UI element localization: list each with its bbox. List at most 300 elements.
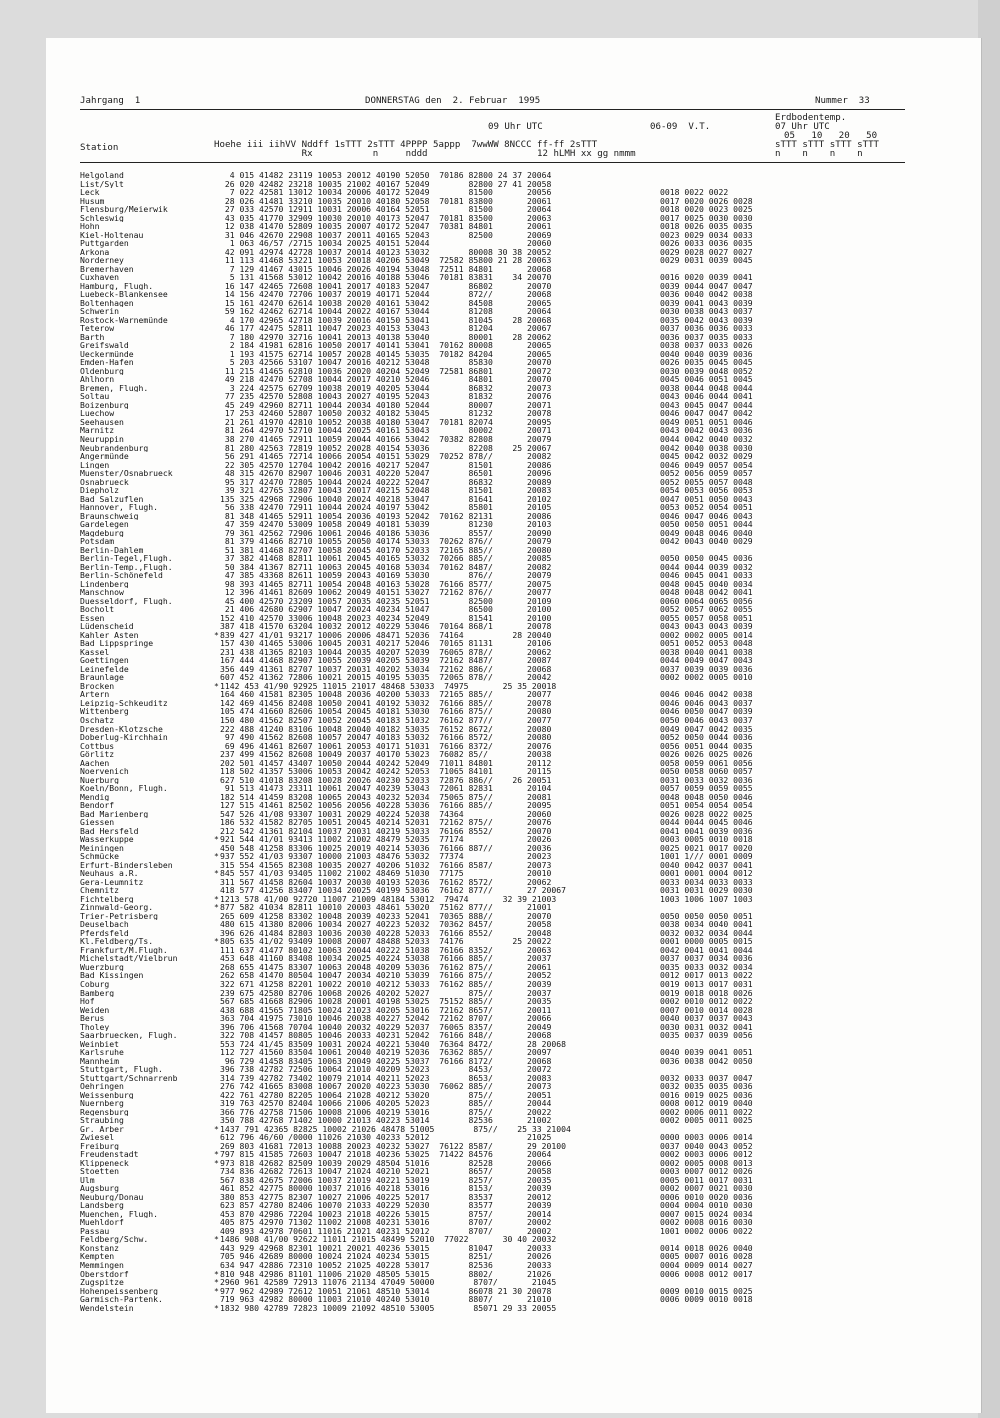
mountain-marker: * — [214, 1268, 219, 1279]
station-column-header: Station — [80, 143, 119, 153]
soil-temperatures: 0049 0048 0046 0040 — [660, 527, 753, 538]
station-name: Konstanz — [80, 1243, 119, 1253]
synop-values: 438 688 41565 71805 10024 21023 40205 53016 72162 8657/ 20011 — [220, 1004, 552, 1015]
soil-temperatures: 0008 0012 0019 0040 — [660, 1098, 753, 1109]
synop-values: 49 218 42470 52708 10044 20017 40210 52046 84801 20070 — [220, 374, 552, 385]
synop-values: 634 947 42886 72310 10052 21025 40228 53017 82536 20033 — [220, 1260, 552, 1270]
mountain-marker: * — [214, 1277, 219, 1288]
station-name: Saarbruecken, Flugh. — [80, 1031, 178, 1040]
synop-values: 1 193 41575 62714 10057 20028 40145 53035 70182 84204 20065 — [220, 348, 552, 359]
synop-values: 311 567 41458 82604 10037 20030 40193 52036 76162 8572/ 20062 — [220, 876, 552, 887]
synop-values: 7 129 41467 43015 10046 20026 40194 53048 72511 84801 20068 — [220, 263, 552, 274]
synop-values: 182 514 41459 83208 10065 20043 40232 52034 75065 875// 20081 — [220, 791, 552, 802]
station-name: Kempten — [80, 1252, 115, 1261]
soil-temperatures: 0002 0007 0021 0030 — [660, 1183, 753, 1194]
station-name: Wasserkuppe — [80, 835, 134, 844]
soil-temperatures: 0049 0051 0051 0046 — [660, 416, 753, 427]
station-name: Berus — [80, 1014, 105, 1023]
soil-temperatures: 0016 0020 0039 0041 — [660, 272, 753, 283]
soil-temperatures: 0007 0010 0014 0028 — [660, 1004, 753, 1015]
station-name: Potsdam — [80, 537, 115, 546]
station-name: Hamburg, Flugh. — [80, 281, 154, 291]
synop-values: 95 317 42470 72805 10044 20024 40222 52047 86832 20089 — [220, 476, 552, 487]
soil-temperatures: 0018 0022 0022 — [660, 187, 729, 198]
synop-values: 91 513 41473 23311 10061 20047 40239 53043 72061 82831 20104 — [220, 783, 552, 794]
station-name: Soltau — [80, 392, 110, 401]
soil-temperatures: 0030 0031 0032 0041 — [660, 1021, 753, 1032]
station-name: Hof — [80, 997, 95, 1006]
soil-temperatures — [660, 171, 810, 180]
soil-temperatures: 0046 0050 0047 0039 — [660, 706, 753, 717]
station-name: Flensburg/Meierwik — [80, 205, 168, 214]
soil-temperatures: 0019 0018 0018 0026 — [660, 987, 753, 998]
soil-temperatures: 0023 0029 0034 0033 — [660, 229, 753, 240]
station-name: Weissenburg — [80, 1090, 134, 1100]
station-name: Wittenberg — [80, 707, 129, 716]
station-name: Gr. Arber — [80, 1124, 124, 1134]
mountain-marker: * — [214, 1302, 219, 1313]
synop-values: 2 184 41981 62816 10050 20017 40141 53041 70162 80008 20065 — [220, 340, 552, 351]
soil-temperatures: 0044 0044 0039 0032 — [660, 561, 753, 572]
synop-values: 973 818 42682 82509 10039 20029 48504 51016 82528 20066 — [220, 1157, 552, 1168]
station-name: Rostock-Warnemünde — [80, 315, 168, 325]
soil-temperatures: 0048 0048 0042 0041 — [660, 587, 753, 598]
station-name: Lindenberg — [80, 579, 129, 589]
soil-temperatures: 0045 0046 0051 0045 — [660, 374, 753, 385]
soil-temperatures: 0045 0042 0032 0029 — [660, 451, 753, 462]
station-name: Frankfurt/M.Flugh. — [80, 945, 168, 955]
soil-temperatures: 0032 0032 0034 0044 — [660, 927, 753, 938]
synop-values: 27 033 42570 12911 10031 20006 40164 52051 81500 20064 — [220, 204, 552, 215]
mountain-marker: * — [214, 902, 219, 913]
soil-temperatures: 0002 0003 0006 0012 — [660, 1149, 753, 1160]
synop-values: 45 249 42960 82711 10044 20034 40180 52044 80007 20071 — [220, 399, 552, 410]
synop-values: 7 180 42970 32716 10041 20013 40138 53040 80001 28 20062 — [220, 331, 552, 342]
synop-values: 314 739 42782 73402 10079 21014 40211 52023 8653/ 20083 — [220, 1072, 552, 1083]
station-name: List/Sylt — [80, 179, 124, 189]
synop-values: 231 438 41365 82103 10044 20035 40207 52039 76065 878// 20062 — [220, 646, 552, 657]
soil-temperatures: 0043 0046 0044 0041 — [660, 391, 753, 402]
soil-temperatures: 0046 0046 0043 0037 — [660, 697, 753, 708]
soil-temperatures: 0047 0051 0050 0043 — [660, 493, 753, 504]
station-name: Klippeneck — [80, 1158, 129, 1168]
station-name: Trier-Petrisberg — [80, 911, 158, 921]
station-name: Freiburg — [80, 1141, 119, 1151]
soil-temperatures: 0043 0043 0043 0039 — [660, 621, 753, 632]
synop-values: 443 929 42968 82301 10021 20021 40236 53015 81047 20033 — [220, 1242, 552, 1253]
station-name: Nuerburg — [80, 775, 119, 785]
synop-values: 4 015 41482 23119 10053 20012 40190 52050 70186 82800 24 37 20064 — [220, 170, 552, 180]
synop-values: 1832 980 42789 72823 10009 21092 48510 53005 85071 29 33 20055 — [220, 1302, 557, 1313]
soil-temperatures: 0057 0059 0059 0055 — [660, 783, 753, 794]
soil-temperatures: 0018 0020 0023 0025 — [660, 204, 753, 215]
station-name: Bad Salzuflen — [80, 494, 144, 504]
synop-values: 839 427 41/01 93217 10006 20006 48471 52036 74164 28 20040 — [220, 629, 552, 640]
synop-values: 396 706 41568 70704 10040 20032 40229 52037 76065 8357/ 20049 — [220, 1021, 552, 1032]
synop-values: 167 444 41468 82907 10055 20039 40205 53039 72162 8487/ 20087 — [220, 655, 552, 666]
date-heading: DONNERSTAG den 2. Februar 1995 — [365, 96, 541, 106]
soil-temperatures: 0037 0039 0039 0036 — [660, 663, 753, 674]
station-name: Chemnitz — [80, 886, 119, 895]
soil-temperatures: 0039 0044 0047 0047 — [660, 280, 753, 291]
soil-temperatures: 0006 0009 0010 0018 — [660, 1294, 753, 1305]
synop-values: 118 502 41357 53006 10053 20042 40242 52053 71065 84101 20115 — [220, 766, 552, 777]
soil-temperatures: 0040 0039 0041 0051 — [660, 1047, 753, 1058]
station-name: Deuselbach — [80, 920, 129, 929]
synop-values: 921 544 41/01 93413 11002 21002 48479 52035 77174 20026 — [220, 834, 552, 845]
soil-temperatures: 0049 0047 0042 0035 — [660, 723, 753, 734]
synop-values: 422 761 42780 82205 10064 21028 40212 53020 875// 20051 — [220, 1089, 552, 1100]
soil-temperatures: 0030 0039 0048 0052 — [660, 365, 753, 376]
synop-values: 350 788 42768 71402 10000 21013 40223 53014 82536 21002 — [220, 1115, 552, 1126]
columns-rule — [80, 162, 905, 163]
synop-values: 79 361 42562 72906 10061 20046 40186 53036 8557/ 20090 — [220, 527, 552, 538]
synop-values: 26 020 42482 23218 10035 21002 40167 52049 82800 27 41 20058 — [220, 178, 552, 189]
synop-values: 135 325 42968 72906 10040 20024 40218 53047 81641 20102 — [220, 493, 552, 504]
soil-temperatures: 0038 0034 0040 0041 — [660, 919, 753, 930]
station-name: Oberstdorf — [80, 1269, 129, 1279]
soil-temperatures: 0002 0008 0016 0030 — [660, 1217, 753, 1228]
soil-temperatures: 0017 0025 0030 0030 — [660, 212, 753, 223]
synop-values: 186 532 41582 82705 10051 20045 40214 52031 72162 875// 20076 — [220, 817, 552, 828]
synop-values: 150 480 41562 82507 10052 20045 40183 51032 76162 877// 20077 — [220, 715, 552, 725]
main-columns-header: Hoehe iii iihVV Nddff 1sTTT 2sTTT 4PPPP 5appp 7wwWW 8NCCC ff-ff 2sTTT — [214, 140, 598, 150]
station-name: Regensburg — [80, 1107, 129, 1117]
synop-values: 127 515 41461 82502 10056 20056 40228 53036 76166 885// 20095 — [220, 800, 552, 811]
synop-values: 45 400 42570 23209 10057 20035 40235 52051 82500 20109 — [220, 595, 552, 606]
soil-temperatures: 0038 0040 0041 0038 — [660, 646, 753, 657]
synop-values: 96 729 41458 83405 10063 20049 40225 53037 76166 8172/ 20068 — [220, 1055, 552, 1066]
synop-values: 356 449 41361 82707 10037 20031 40202 53034 72162 886// 20068 — [220, 663, 552, 674]
station-name: Leipzig-Schkeuditz — [80, 698, 168, 708]
synop-values: 315 554 41565 82308 10035 20027 40206 51032 76166 8587/ 20073 — [220, 859, 552, 870]
synop-values: 418 577 41256 83407 10034 20025 40199 53036 76162 877// 27 20067 — [220, 885, 566, 896]
soil-temperatures: 0046 0045 0041 0033 — [660, 570, 753, 581]
station-name: Puttgarden — [80, 239, 129, 248]
station-name: Leck — [80, 188, 100, 197]
header-rule — [80, 109, 905, 110]
station-name: Wendelstein — [80, 1303, 134, 1313]
station-name: Lingen — [80, 460, 110, 470]
station-name: Dresden-Klotzsche — [80, 724, 163, 734]
station-name: Stuttgart, Flugh. — [80, 1065, 163, 1074]
soil-temperatures: 0052 0050 0044 0036 — [660, 732, 753, 743]
synop-values: 16 147 42465 72608 10041 20017 40183 52047 86802 20070 — [220, 280, 552, 291]
station-name: Bad Marienberg — [80, 809, 149, 819]
soil-temperatures: 0007 0015 0024 0034 — [660, 1208, 753, 1219]
station-name: Noervenich — [80, 767, 129, 776]
soil-temperatures: 0050 0050 0050 0051 — [660, 910, 753, 921]
station-name: Helgoland — [80, 171, 124, 180]
station-name: Essen — [80, 613, 105, 623]
synop-values: 111 637 41477 80102 10063 20044 40222 51038 76166 8352/ 20063 — [220, 944, 552, 955]
soil-temperatures: 0052 0056 0059 0057 — [660, 468, 753, 479]
station-name: Kiel-Holtenau — [80, 230, 144, 240]
soil-temperatures: 0044 0044 0045 0046 — [660, 817, 753, 828]
synop-values: 17 253 42460 52807 10050 20032 40182 53045 81232 20078 — [220, 408, 552, 419]
station-name: Gardelegen — [80, 520, 129, 529]
station-name: Lüdenscheid — [80, 622, 134, 631]
station-name: Berlin-Schönefeld — [80, 571, 163, 580]
synop-values: 810 948 42986 81101 11006 21020 48505 53015 8802/ 21026 — [220, 1268, 552, 1279]
station-name: Cuxhaven — [80, 273, 119, 282]
synop-values: 7 022 42581 13012 10034 20006 40172 52049 81500 20056 — [220, 187, 552, 198]
soil-temperatures: 0035 0033 0032 0034 — [660, 961, 753, 972]
time-06-09: 06-09 V.T. — [650, 122, 711, 132]
station-name: Barth — [80, 332, 105, 342]
soil-temperatures: 0033 0034 0033 0033 — [660, 876, 753, 887]
mountain-marker: * — [214, 1149, 219, 1160]
soil-temperatures: 0051 0054 0054 0054 — [660, 800, 753, 811]
soil-temperatures: 0050 0050 0051 0044 — [660, 519, 753, 530]
station-name: Zugspitze — [80, 1278, 124, 1287]
station-name: Muehldorf — [80, 1218, 124, 1227]
mountain-marker: * — [214, 1157, 219, 1168]
jahrgang: Jahrgang 1 — [80, 96, 141, 106]
synop-values: 14 156 42470 72706 10037 20019 40171 52044 872// 20068 — [220, 289, 552, 300]
synop-values: 47 359 42470 53009 10058 20049 40181 53039 81230 20103 — [220, 519, 552, 530]
synop-values: 56 291 41465 72714 10066 20054 40151 53029 70252 878// 20082 — [220, 451, 552, 462]
soil-temperatures: 0014 0018 0026 0040 — [660, 1242, 753, 1253]
soil-depths: 05 10 20 50 — [784, 131, 878, 141]
soil-temperatures: 0001 0000 0005 0015 — [660, 936, 753, 947]
station-name: Ueckermünde — [80, 349, 134, 359]
station-name: Feldberg/Schw. — [80, 1235, 149, 1244]
station-name: Cottbus — [80, 741, 115, 751]
station-name: Coburg — [80, 979, 110, 989]
station-name: Augsburg — [80, 1184, 119, 1193]
station-name: Kahler Asten — [80, 630, 139, 640]
synop-values: 5 203 42566 53107 10047 20016 40212 53048 85830 20070 — [220, 357, 552, 368]
soil-temperatures: 0039 0041 0043 0039 — [660, 297, 753, 308]
synop-values: 607 452 41362 72806 10021 20015 40195 53035 72065 878// 20042 — [220, 672, 552, 683]
soil-temperatures: 0056 0051 0044 0035 — [660, 740, 753, 751]
soil-temperatures: 0026 0035 0045 0045 — [660, 357, 753, 368]
soil-temperatures: 0046 0049 0057 0054 — [660, 459, 753, 470]
mountain-marker: * — [214, 893, 219, 904]
mountain-marker: * — [214, 629, 219, 640]
synop-values: 461 852 42775 80000 10037 21016 40218 53016 8153/ 20039 — [220, 1183, 552, 1194]
synop-values: 15 161 42470 62614 10038 20020 40161 53042 84508 20065 — [220, 297, 552, 308]
station-name: Weinbiet — [80, 1039, 119, 1049]
synop-values: 276 742 41665 83008 10067 20020 40223 53030 76062 885// 20073 — [220, 1081, 552, 1092]
synop-values: 22 305 42570 12704 10042 20016 40217 52047 81501 20086 — [220, 459, 552, 470]
soil-temperatures: 0000 0003 0006 0014 — [660, 1132, 753, 1143]
synop-values: 28 026 41481 33210 10035 20010 40180 52058 70181 83800 20061 — [220, 195, 552, 206]
synop-values: 977 962 42989 72612 10051 21061 48510 53014 86078 21 30 20078 — [220, 1285, 552, 1296]
station-name: Muenchen, Flugh. — [80, 1209, 158, 1219]
station-name: Aachen — [80, 758, 110, 768]
synop-values: 797 815 41585 72603 10047 21018 40236 53025 71422 84576 20064 — [220, 1149, 552, 1160]
synop-values: 322 708 41457 80805 10046 20033 40231 52042 76166 848// 20068 — [220, 1030, 552, 1041]
station-name: Seehausen — [80, 417, 124, 427]
synop-values: 269 803 41681 72013 10088 20023 40232 53027 76122 8587/ 29 20100 — [220, 1140, 566, 1151]
soil-temperatures: 0042 0041 0041 0044 — [660, 944, 753, 955]
station-name: Bremen, Flugh. — [80, 383, 149, 393]
synop-values: 11 113 41468 53221 10053 20018 40206 53049 72582 85800 21 28 20063 — [220, 255, 552, 266]
mountain-marker: * — [214, 868, 219, 879]
synop-values: 396 738 42782 72506 10064 21010 40209 52023 8453/ 20072 — [220, 1064, 552, 1075]
soil-temperatures: 0031 0031 0029 0030 — [660, 885, 753, 896]
soil-temperatures: 0037 0040 0043 0052 — [660, 1140, 753, 1151]
soil-temperatures: 0025 0021 0017 0020 — [660, 842, 753, 853]
soil-temperatures: 0002 0005 0011 0025 — [660, 1115, 753, 1126]
synop-values: 1486 908 41/00 92622 11011 21015 48499 52010 77022 30 40 20032 — [220, 1234, 557, 1245]
soil-temp-title: Erdbodentemp. — [775, 113, 847, 123]
station-name: Boizenburg — [80, 400, 129, 410]
station-name: Mannheim — [80, 1056, 119, 1066]
synop-values: 81 348 41465 52911 10054 20036 40193 52042 70162 82131 20086 — [220, 510, 552, 521]
station-name: Neuruppin — [80, 434, 124, 444]
synop-values: 105 474 41660 82606 10054 20045 40181 53030 76166 875// 20080 — [220, 706, 552, 717]
synop-table — [80, 171, 810, 1312]
soil-temperatures: 0042 0040 0038 0030 — [660, 442, 753, 453]
station-name: Bad Hersfeld — [80, 826, 139, 836]
station-name: Manschnow — [80, 588, 124, 597]
station-name: Bremerhaven — [80, 264, 134, 274]
soil-temperatures: 0031 0033 0032 0036 — [660, 774, 753, 785]
soil-temperatures: 0018 0026 0035 0035 — [660, 221, 753, 232]
soil-temperatures: 1001 1/// 0001 0009 — [660, 851, 753, 862]
synop-values: 1142 453 41/90 92925 11015 21017 48468 53033 74975 25 35 20018 — [220, 680, 557, 691]
synop-values: 98 393 41465 82711 10054 20048 40163 53028 76166 8577/ 20075 — [220, 578, 552, 589]
soil-temperatures — [660, 1304, 810, 1313]
station-name: Oldenburg — [80, 366, 124, 376]
synop-values: 627 510 41018 83208 10028 20026 40230 52033 72876 886// 26 20051 — [220, 774, 552, 785]
soil-temperatures: 0002 0002 0005 0010 — [660, 672, 753, 683]
soil-temperatures: 0002 0010 0012 0022 — [660, 996, 753, 1007]
soil-temperatures: 0005 0007 0016 0028 — [660, 1251, 753, 1262]
station-name: Marnitz — [80, 426, 115, 435]
soil-temperatures: 0003 0007 0012 0026 — [660, 1166, 753, 1177]
station-name: Bad Lippspringe — [80, 639, 154, 648]
synop-values: 51 381 41468 82707 10058 20045 40170 52033 72165 885// 20080 — [220, 544, 552, 555]
station-name: Goettingen — [80, 656, 129, 665]
soil-temperatures: 0037 0036 0036 0033 — [660, 323, 753, 334]
soil-temperatures: 0044 0049 0047 0043 — [660, 655, 753, 666]
synop-values: 380 853 42775 82307 10027 21006 40225 52017 83537 20012 — [220, 1191, 552, 1202]
station-name: Bad Kissingen — [80, 971, 144, 980]
synop-values: 12 038 41470 52809 10035 20007 40172 52047 70381 84801 20061 — [220, 221, 552, 232]
soil-temperatures: 0048 0048 0050 0046 — [660, 791, 753, 802]
station-name: Bendorf — [80, 801, 115, 810]
soil-temperatures: 0026 0033 0036 0035 — [660, 238, 753, 249]
soil-temperatures: 0029 0028 0027 0027 — [660, 246, 753, 257]
station-name: Erfurt-Bindersleben — [80, 860, 173, 870]
soil-temperatures: 0041 0041 0039 0036 — [660, 825, 753, 836]
station-name: Schmücke — [80, 852, 119, 861]
soil-temperatures: 0048 0045 0040 0034 — [660, 578, 753, 589]
station-name: Luebeck-Blankensee — [80, 290, 168, 299]
synop-values: 268 655 41475 83307 10063 20048 40209 53036 76162 875// 20061 — [220, 961, 552, 972]
soil-temperatures: 0026 0028 0022 0025 — [660, 808, 753, 819]
soil-columns-subheader: n n n n — [775, 149, 863, 159]
station-name: Pferdsfeld — [80, 928, 129, 938]
station-name: Görlitz — [80, 750, 115, 759]
station-name: Kassel — [80, 647, 110, 657]
mountain-marker: * — [214, 851, 219, 862]
soil-temperatures: 0053 0052 0054 0051 — [660, 502, 753, 513]
station-name: Husum — [80, 196, 105, 206]
station-name: Muenster/Osnabrueck — [80, 469, 173, 478]
soil-temperatures: 0050 0046 0043 0037 — [660, 715, 753, 725]
station-name: Zinnwald-Georg. — [80, 903, 154, 912]
soil-temperatures: 0002 0006 0011 0022 — [660, 1106, 753, 1117]
synop-values: 4 170 42965 42718 10039 20016 40150 53041 81045 28 20068 — [220, 314, 552, 325]
synop-values: 705 946 42689 80000 10024 21024 40234 53015 8251/ 20026 — [220, 1251, 552, 1262]
synop-values: 48 315 42670 82907 10046 20031 40220 52047 86501 20096 — [220, 468, 552, 479]
station-name: Boltenhagen — [80, 298, 134, 308]
soil-temperatures: 0009 0010 0015 0025 — [660, 1285, 753, 1296]
soil-temperatures: 0004 0004 0010 0030 — [660, 1200, 753, 1211]
soil-temperatures: 0054 0053 0056 0053 — [660, 485, 753, 496]
synop-values: 5 131 41568 53012 10042 20016 40188 53046 70181 83831 34 20070 — [220, 272, 552, 283]
station-name: Garmisch-Partenk. — [80, 1295, 163, 1304]
soil-temperatures: 0002 0002 0005 0014 — [660, 629, 753, 640]
station-name: Kl.Feldberg/Ts. — [80, 937, 154, 946]
soil-columns-header: sTTT sTTT sTTT sTTT — [775, 140, 880, 150]
soil-temperatures: 0038 0044 0048 0044 — [660, 382, 753, 393]
synop-values: 363 704 41975 73010 10046 20038 40227 52042 72162 8707/ 20066 — [220, 1013, 552, 1024]
soil-temperatures: 0050 0050 0045 0036 — [660, 553, 753, 564]
synop-values: 567 838 42675 72006 10037 21019 40221 53019 8257/ 20035 — [220, 1174, 552, 1185]
synop-values: 157 430 41465 53006 10045 20031 40217 52046 70165 81131 20106 — [220, 638, 552, 649]
synop-values: 623 857 42780 82406 10070 21033 40229 52030 83577 20039 — [220, 1200, 552, 1211]
soil-temperatures: 0030 0038 0043 0037 — [660, 306, 753, 317]
soil-temperatures: 0006 0010 0020 0036 — [660, 1191, 753, 1202]
synop-values: 12 396 41461 82609 10062 20049 40151 53027 72162 876// 20077 — [220, 587, 552, 598]
table-row — [80, 1304, 810, 1313]
station-name: Fichtelberg — [80, 894, 134, 904]
synop-values: 56 338 42470 72911 10044 20024 40197 53042 85801 20105 — [220, 502, 552, 513]
mountain-marker: * — [214, 680, 219, 691]
soil-temperatures: 0050 0058 0060 0057 — [660, 766, 753, 777]
station-name: Doberlug-Kirchhain — [80, 733, 168, 742]
soil-temperatures: 0032 0035 0035 0036 — [660, 1081, 753, 1092]
synop-values: 39 321 42765 32807 10043 20017 40215 52048 81501 20083 — [220, 485, 552, 496]
soil-temperatures: 0002 0005 0008 0013 — [660, 1157, 753, 1168]
station-name: Bamberg — [80, 988, 115, 998]
station-name: Braunschweig — [80, 511, 139, 521]
issue-number: Nummer 33 — [815, 96, 870, 106]
soil-temperatures: 0040 0037 0037 0043 — [660, 1013, 753, 1024]
soil-temperatures: 0046 0047 0046 0043 — [660, 510, 753, 521]
station-name: Brocken — [80, 681, 115, 691]
time-09-utc: 09 Uhr UTC — [488, 122, 543, 132]
synop-values: 3 224 42575 62709 10038 20019 40205 53044 86832 20073 — [220, 382, 552, 393]
soil-temperatures: 0044 0042 0040 0032 — [660, 433, 753, 444]
synop-values: 396 626 41484 82803 10036 20030 40228 52033 76166 8552/ 20048 — [220, 927, 552, 938]
synop-values: 77 235 42570 52808 10043 20027 40195 52043 81832 20076 — [220, 391, 552, 402]
station-name: Stuttgart/Schnarrenb — [80, 1073, 178, 1083]
synop-values: 237 499 41562 82608 10049 20037 40170 53023 76082 85// 20038 — [220, 749, 552, 760]
soil-temperatures: 0055 0057 0058 0051 — [660, 612, 753, 623]
synop-values: 1437 791 42365 82825 10002 21026 48478 51005 875// 25 33 21004 — [220, 1123, 571, 1134]
synop-values: 262 658 41470 80504 10047 20034 40210 53039 76166 875// 20052 — [220, 970, 552, 981]
synop-values: 553 724 41/45 83509 10031 20024 40221 53040 76364 8472/ 28 20068 — [220, 1038, 566, 1049]
synop-values: 547 526 41/08 93307 10031 20029 40224 52038 74364 20060 — [220, 808, 552, 819]
synop-values: 31 046 42670 22908 10037 20011 40165 52043 82500 20069 — [220, 229, 552, 240]
soil-temperatures: 0032 0033 0037 0047 — [660, 1072, 753, 1083]
station-name: Passau — [80, 1226, 110, 1236]
station-name: Schleswig — [80, 213, 124, 223]
synop-values: 42 091 42974 42728 10037 20014 40123 53032 80008 30 38 20052 — [220, 246, 552, 257]
station-name: Wuerzburg — [80, 962, 124, 972]
station-name: Teterow — [80, 324, 115, 333]
soil-temperatures: 0006 0008 0012 0017 — [660, 1268, 753, 1279]
synop-values: 719 963 42982 80000 11003 21010 40240 53010 8807/ 21010 — [220, 1294, 552, 1305]
synop-values: 46 177 42475 52811 10047 20023 40153 53043 81204 20067 — [220, 323, 552, 334]
